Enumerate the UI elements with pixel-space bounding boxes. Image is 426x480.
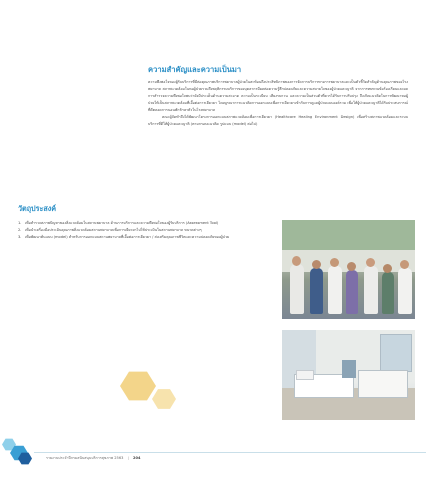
objective-text: เพื่อนำเครื่องมือประเมินคุณภาพสิ่งแวดล้อมสถานพยาบาลเพื่อการเยียวยาไปใช้ประเมินในสถานพยาบาล ขนาดต่างๆ xyxy=(25,228,202,232)
body-paragraph: ความพึงพอใจของผู้รับบริการที่มีต่อคุณภาพบริการพยาบาลผู้ป่วยในสะท้อนถึงประสิทธิภาพของการจัดการบริการทางการพยาบาลและเป็นตัวชี้วัดสำคัญด้านคุณภาพของโรงพยาบาล สภาพแวดล้อมในหอผู้ป่วยรวมถึงพฤติกรรมบริการของบุคลากรมีผลต่อความรู้สึกปลอดภัยและความสบายใจของผู้ป่วยและญาติ จากการทบทวนข้อร้องเรียนและผลการสำรวจความพึงพอใจพบว่ายังมีประเด็นด้านความสะอาด ความเป็นระเบียบ เสียงรบกวน และความเป็นส่วนตัวที่ควรได้รับการปรับปรุง จึงเกิดแนวคิดในการพัฒนาหอผู้ป่วยให้เป็นสภาพแวดล้อมที่เอื้อต่อการเยียวยา โดยบูรณาการแนวคิดการออกแบบเพื่อการเยียวยาเข้ากับการดูแลผู้ป่วยแบบองค์รวม เพื่อให้ผู้ป่วยและญาติได้รับประสบการณ์ที่ดีตลอดการนอนพักรักษาตัวในโรงพยาบาล xyxy=(148,80,408,112)
footer-journal-name: รายงานประจำปีกรมสนับสนุนบริการสุขภาพ xyxy=(46,456,114,460)
section-heading-objectives: วัตถุประสงค์ xyxy=(18,204,57,213)
hexagon-decoration-small xyxy=(152,388,176,410)
objective-text: เพื่อพัฒนาต้นแบบ (model) สำหรับการออกแบบสถานพยาบาลที่เอื้อต่อการเยียวยา / ส่งเสริมคุณภาพชีวิตและความปลอดภัยของผู้ป่วย xyxy=(25,235,230,239)
page-number: 204 xyxy=(132,456,141,460)
group-walkthrough-photo xyxy=(282,220,415,319)
footer-divider xyxy=(34,452,426,453)
objective-number: 3. xyxy=(18,235,22,239)
objectives-list xyxy=(18,220,268,241)
hospital-ward-photo xyxy=(282,330,415,420)
top-margin xyxy=(0,0,426,60)
body-paragraph: คณะผู้จัดทำจึงได้พัฒนาโครงการออกแบบสภาพแวดล้อมเพื่อการเยียวยา (Healthcare Healing Environment Design) เพื่อสร้างสภาพแวดล้อมและระบบบริการที่ดีให้ผู้ป่วยและญาติ (ตามกรอบแนวคิด รูปแบบ (model) ต่อไป) xyxy=(148,115,408,126)
objective-number: 2. xyxy=(18,228,22,232)
objective-text: เพื่อสำรวจสภาพปัญหาของสิ่งแวดล้อมในสถานพยาบาล ด้านการบริการและความพึงพอใจของผู้รับบริการ (Assessment Tool) xyxy=(25,221,219,225)
footer-year: 2563 xyxy=(114,456,124,460)
objective-item xyxy=(18,220,268,227)
page-footer xyxy=(46,455,140,461)
footer-separator: | xyxy=(127,456,129,460)
background-body-text xyxy=(148,79,408,128)
objective-item xyxy=(18,227,268,234)
section-heading-background: ความสำคัญและความเป็นมา xyxy=(148,65,242,74)
objective-item xyxy=(18,234,268,241)
hexagon-decoration-large xyxy=(120,370,156,402)
objective-number: 1. xyxy=(18,221,22,225)
